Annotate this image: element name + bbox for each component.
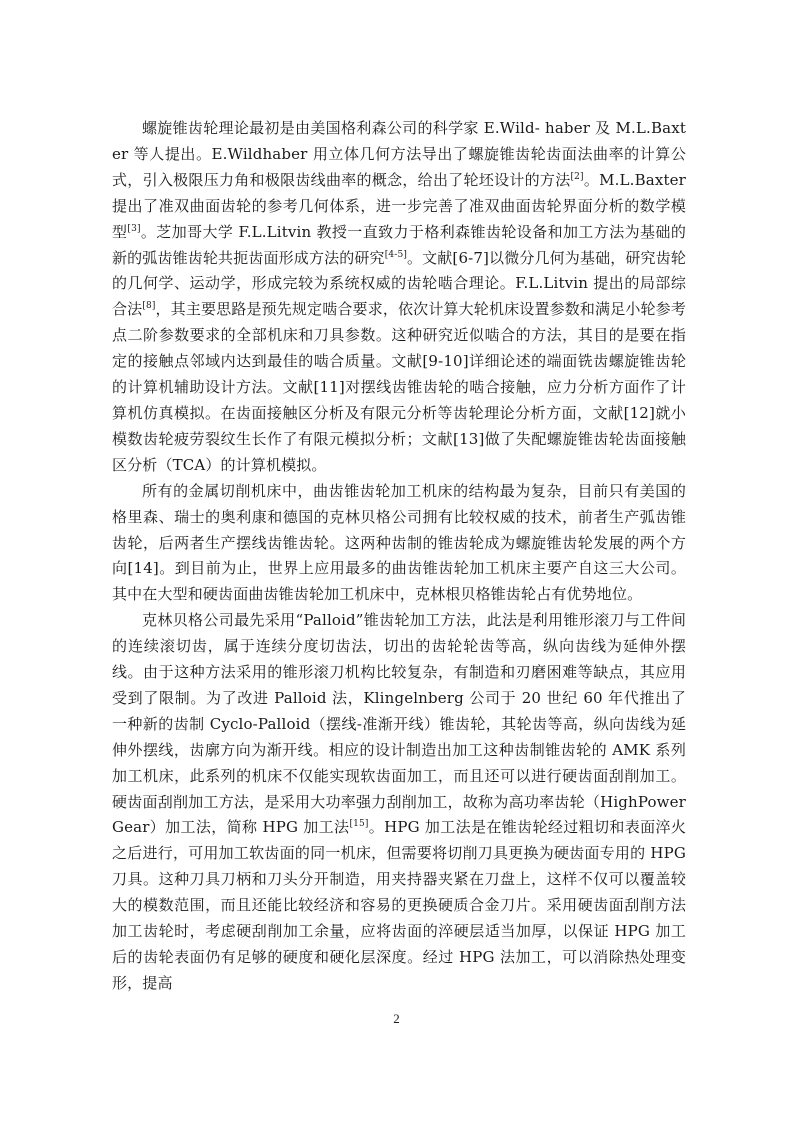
text-segment: 所有的金属切削机床中，曲齿锥齿轮加工机床的结构最为复杂，目前只有美国的格里森、瑞士的奥利康和德国的克林贝格公司拥有比较权威的技术，前者生产弧齿锥齿轮，后两者生产摆线齿锥齿轮。这两种齿制的锥齿轮成为螺旋锥齿轮发展的两个方向[14]。到目前为止，世界上应用最多的曲齿锥齿轮加工机床主要产自这三大公司。其中在大型和硬齿面曲齿锥齿轮加工机床中，克林根贝格锥齿轮占有优势地位。 xyxy=(112,481,686,604)
citation-superscript: [4-5] xyxy=(384,249,407,260)
text-segment: 螺旋锥齿轮理论最初是由美国格利森公司的科学家 E.Wild- haber 及 M.L.Baxter 等人提出。E.Wildhaber 用立体几何方法导出了螺旋锥齿轮齿面法曲率的计算公式，引入极限压力角和极限齿线曲率的概念，给出了轮坯设计的方法 xyxy=(112,119,686,189)
text-segment: 。M.L.Baxter 提出了准双曲面齿轮的参考几何体系，进一步完善了准双曲面齿轮界面分析的数学模型 xyxy=(112,170,686,241)
paragraph-2 xyxy=(112,479,686,609)
text-segment: 克林贝格公司最先采用“Palloid”锥齿轮加工方法，此法是利用锥形滚刀与工件间的连续滚切齿，属于连续分度切齿法，切出的齿轮轮齿等高，纵向齿线为延伸外摆线。由于这种方法采用的锥形滚刀机构比较复杂，有制造和刃磨困难等缺点，其应用受到了限制。为了改进 Palloid 法，Klingelnberg 公司于 20 世纪 60 年代推出了一种新的齿制 Cyclo-Palloid（摆线-准渐开线）锥齿轮，其轮齿等高，纵向齿线为延伸外摆线，齿廓方向为渐开线。相应的设计制造出加工这种齿制锥齿轮的 AMK 系列加工机床，此系列的机床不仅能实现软齿面加工，而且还可以进行硬齿面刮削加工。硬齿面刮削加工方法，是采用大功率强力刮削加工，故称为高功率齿轮（HighPowerGear）加工法，简称 HPG 加工法 xyxy=(112,611,686,837)
text-segment: 。芝加哥大学 F.L.Litvin 教授一直致力于格利森锥齿轮设备和加工方法为基础的新的弧齿锥齿轮共扼齿面形成方法的研究 xyxy=(112,222,686,267)
paragraph-3 xyxy=(112,608,686,997)
citation-superscript: [15] xyxy=(349,819,369,830)
body-text xyxy=(112,116,686,997)
text-segment: ，其主要思路是预先规定啮合要求，依次计算大轮机床设置参数和满足小轮参考点二阶参数要求的全部机床和刀具参数。这种研究近似啮合的方法，其目的是要在指定的接触点邻域内达到最佳的啮合质量。文献[9-10]详细论述的端面铣齿螺旋锥齿轮的计算机辅助设计方法。文献[11]对摆线齿锥齿轮的啮合接触，应力分析方面作了计算机仿真模拟。在齿面接触区分析及有限元分析等齿轮理论分析方面，文献[12]就小模数齿轮疲劳裂纹生长作了有限元模拟分析；文献[13]做了失配螺旋锥齿轮齿面接触区分析（TCA）的计算机模拟。 xyxy=(112,300,686,474)
text-segment: 。文献[6-7]以微分几何为基础，研究齿轮的几何学、运动学，形成完较为系统权威的齿轮啮合理论。F.L.Litvin 提出的局部综合法 xyxy=(112,248,687,319)
citation-superscript: [2] xyxy=(570,171,584,182)
page-number: 2 xyxy=(393,1011,400,1026)
citation-superscript: [8] xyxy=(142,301,156,312)
citation-superscript: [3] xyxy=(127,223,141,234)
paragraph-1 xyxy=(112,116,686,479)
text-segment: 。HPG 加工法是在锥齿轮经过粗切和表面淬火之后进行，可用加工软齿面的同一机床，但需要将切削刀具更换为硬齿面专用的 HPG 刀具。这种刀具刀柄和刀头分开制造，用夹持器夹紧在刀盘上，这样不仅可以覆盖较大的模数范围，而且还能比较经济和容易的更换硬质合金刀片。采用硬齿面刮削方法加工齿轮时，考虑硬刮削加工余量，应将齿面的淬硬层适当加厚，以保证 HPG 加工后的齿轮表面仍有足够的硬度和硬化层深度。经过 HPG 法加工，可以消除热处理变形，提高 xyxy=(112,818,686,992)
